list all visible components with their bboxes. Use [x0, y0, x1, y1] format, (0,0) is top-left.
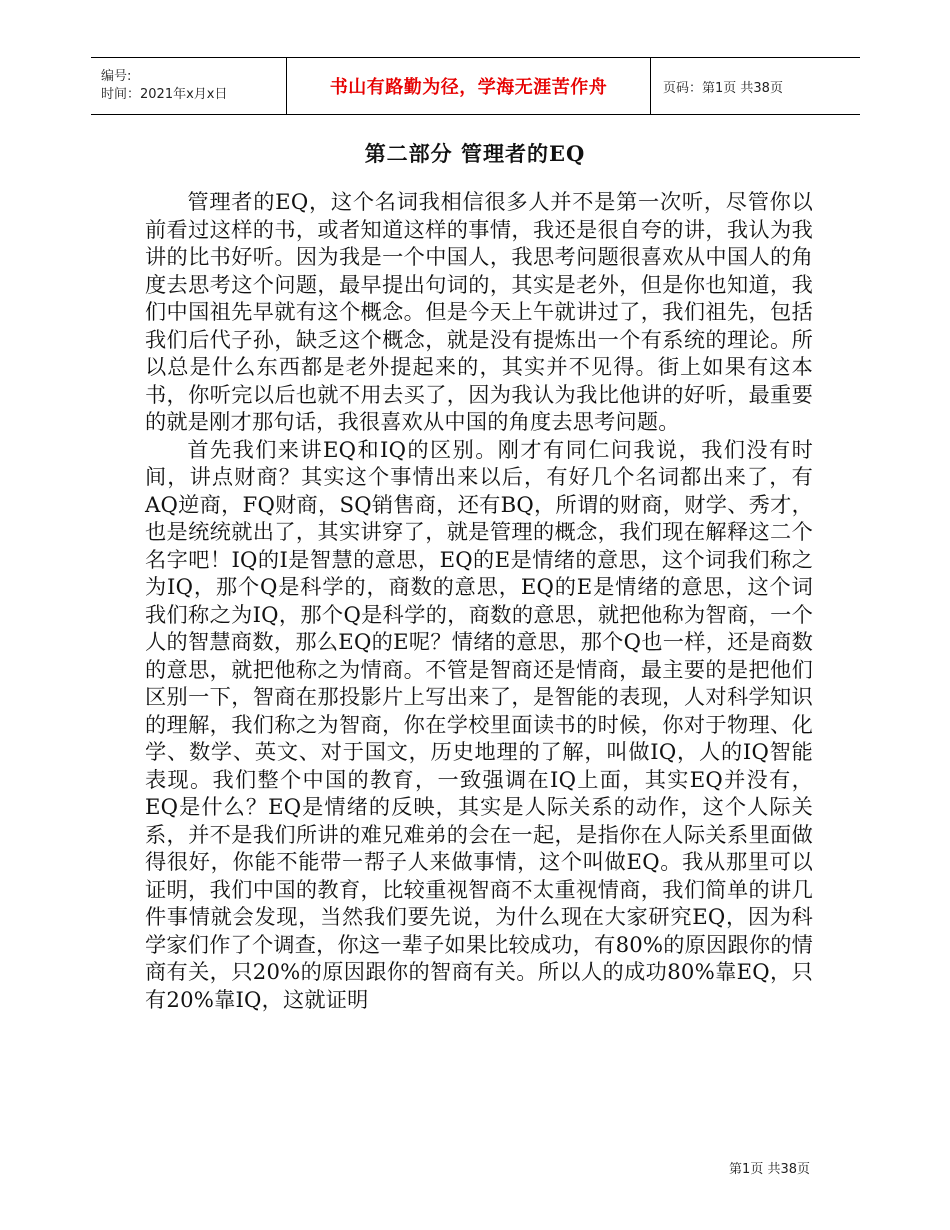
document-body [145, 188, 813, 1013]
paragraph: 首先我们来讲EQ和IQ的区别。刚才有同仁问我说，我们没有时间，讲点财商？其实这个事情出来以后，有好几个名词都出来了，有AQ逆商，FQ财商，SQ销售商，还有BQ，所谓的财商，财学、秀才，也是统统就出了，其实讲穿了，就是管理的概念，我们现在解释这二个名字吧！IQ的I是智慧的意思，EQ的E是情绪的意思，这个词我们称之为IQ，那个Q是科学的，商数的意思，EQ的E是情绪的意思，这个词我们称之为IQ，那个Q是科学的，商数的意思，就把他称为智商，一个人的智慧商数，那么EQ的E呢？情绪的意思，那个Q也一样，还是商数的意思，就把他称之为情商。不管是智商还是情商，最主要的是把他们区别一下，智商在那投影片上写出来了，是智能的表现，人对科学知识的理解，我们称之为智商，你在学校里面读书的时候，你对于物理、化学、数学、英文、对于国文，历史地理的了解，叫做IQ，人的IQ智能表现。我们整个中国的教育，一致强调在IQ上面，其实EQ并没有，EQ是什么？EQ是情绪的反映，其实是人际关系的动作，这个人际关系，并不是我们所讲的难兄难弟的会在一起，是指你在人际关系里面做得很好，你能不能带一帮子人来做事情，这个叫做EQ。我从那里可以证明，我们中国的教育，比较重视智商不太重视情商，我们简单的讲几件事情就会发现，当然我们要先说，为什么现在大家研究EQ，因为科学家们作了个调查，你这一辈子如果比较成功，有80%的原因跟你的情商有关，只20%的原因跟你的智商有关。所以人的成功80%靠EQ，只有20%靠IQ，这就证明 [145, 436, 813, 1012]
page-footer: 第1页 共38页 [729, 1162, 810, 1177]
time-label: 时间：2021年x月x日 [101, 87, 228, 102]
serial-label: 编号: [101, 69, 132, 84]
header-motto: 书山有路勤为径，学海无涯苦作舟 [286, 58, 651, 114]
paragraph: 管理者的EQ，这个名词我相信很多人并不是第一次听，尽管你以前看过这样的书，或者知道这样的事情，我还是很自夸的讲，我认为我讲的比书好听。因为我是一个中国人，我思考问题很喜欢从中国人的角度去思考这个问题，最早提出句词的，其实是老外，但是你也知道，我们中国祖先早就有这个概念。但是今天上午就讲过了，我们祖先，包括我们后代子孙，缺乏这个概念，就是没有提炼出一个有系统的理论。所以总是什么东西都是老外提起来的，其实并不见得。街上如果有这本书，你听完以后也就不用去买了，因为我认为我比他讲的好听，最重要的就是刚才那句话，我很喜欢从中国的角度去思考问题。 [145, 189, 813, 434]
document-title: 第二部分 管理者的EQ [364, 141, 586, 166]
header-page-info: 页码：第1页 共38页 [663, 80, 783, 96]
header-meta [91, 58, 286, 114]
page-header [91, 57, 860, 115]
